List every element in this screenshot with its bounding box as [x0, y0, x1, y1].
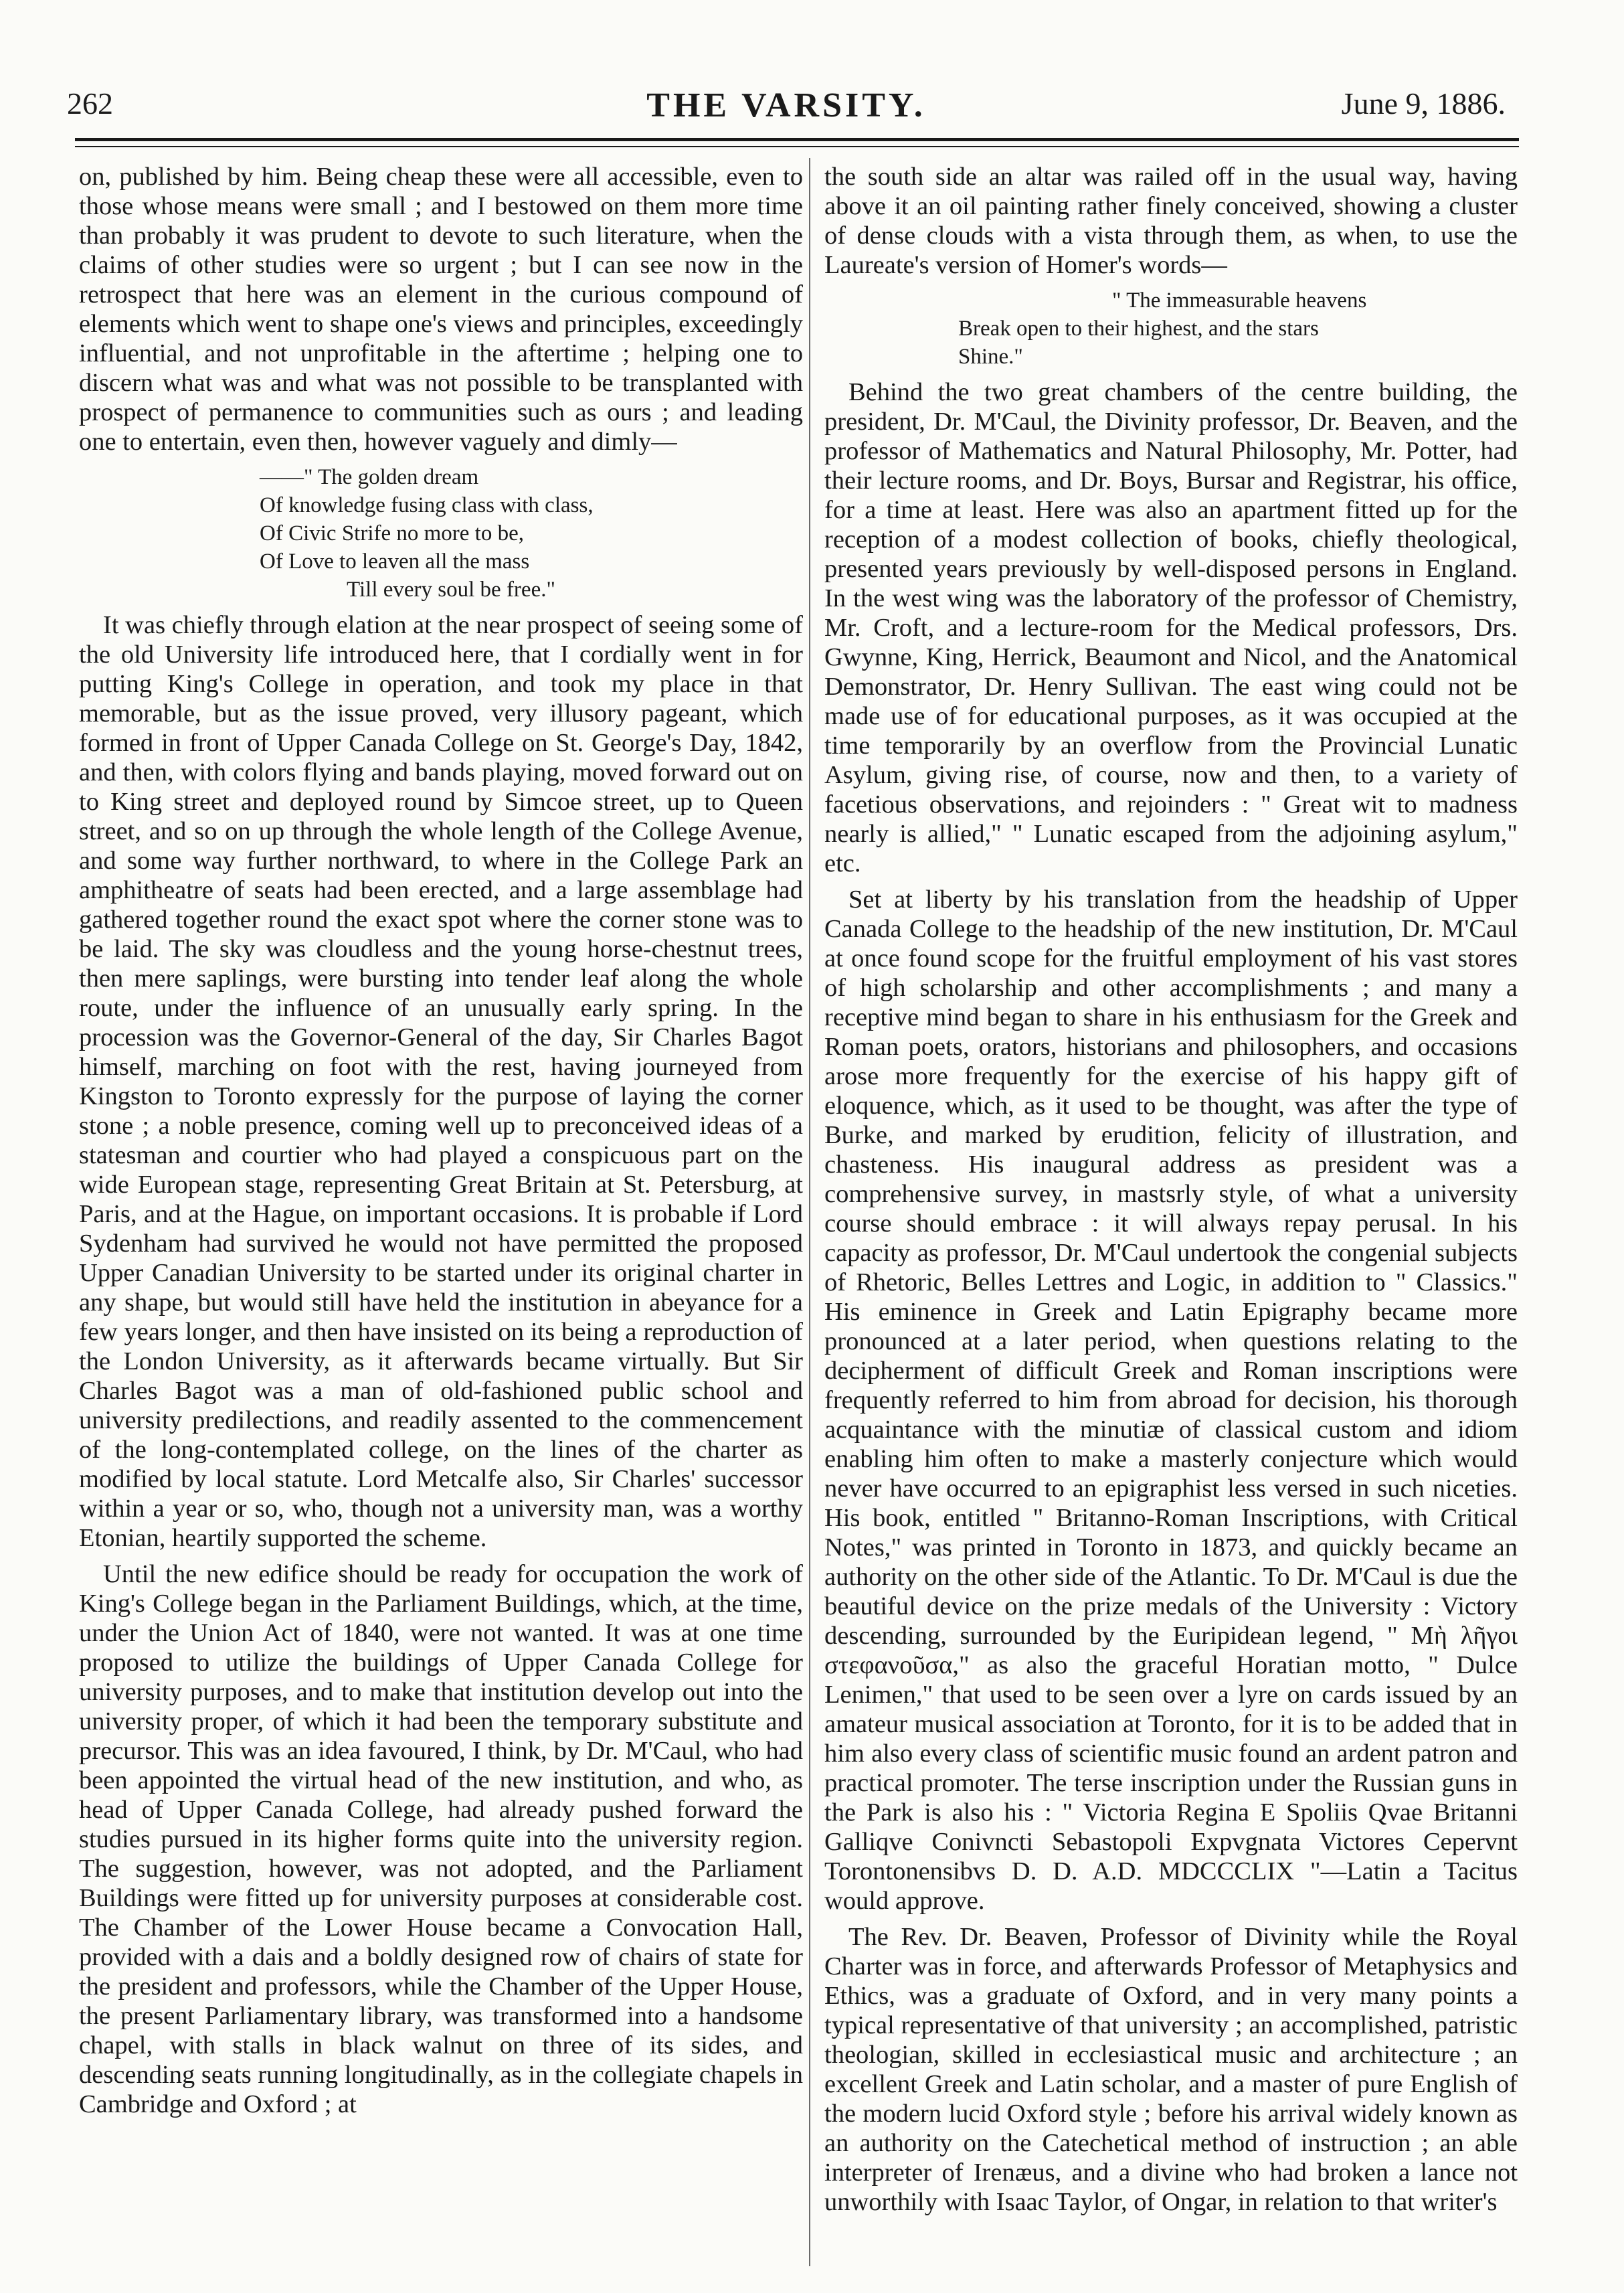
journal-title: THE VARSITY. [646, 86, 926, 124]
verse-quotation [79, 463, 803, 604]
header-rule-thin [75, 146, 1519, 147]
verse-line: Of Civic Strife no more to be, [260, 521, 525, 545]
page-header [67, 86, 1506, 139]
verse-line: Shine." [958, 345, 1023, 369]
verse-quotation [824, 286, 1518, 371]
left-column [79, 162, 803, 2119]
paragraph: It was chiefly through elation at the near prospect of seeing some of the old University life introduced here, that I cordially went in for putting King's College in operation, and took my place in that memorable, but as the issue proved, very illusory pageant, which formed in front of Upper Canada College on St. George's Day, 1842, and then, with colors flying and bands playing, moved forward out on to King street and deployed round by Simcoe street, up to Queen street, and so on up through the whole length of the College Avenue, and some way further northward, to where in the College Park an amphitheatre of seats had been erected, and a large assemblage had gathered together round the exact spot where the corner stone was to be laid. The sky was cloudless and the young horse-chestnut trees, then mere saplings, were bursting into tender leaf along the whole route, under the influence of an unusually early spring. In the procession was the Governor-General of the day, Sir Charles Bagot himself, marching on foot with the rest, having journeyed from Kingston to Toronto expressly for the purpose of laying the corner stone ; a noble presence, coming well up to preconceived ideas of a statesman and courtier who had played a conspicuous part on the wide European stage, representing Great Britain at St. Petersburg, at Paris, and at the Hague, on important occasions. It is probable if Lord Sydenham had survived he would not have permitted the proposed Upper Canadian University to be started under its original charter in any shape, but would still have held the institution in abeyance for a few years longer, and then have insisted on its being a reproduction of the London University, as it afterwards became virtually. But Sir Charles Bagot was a man of old-fashioned public school and university predilections, and readily assented to the commencement of the long-contemplated college, on the lines of the charter as modified by local statute. Lord Metcalfe also, Sir Charles' successor within a year or so, who, though not a university man, was a worthy Etonian, heartily supported the scheme. [79, 611, 803, 1552]
right-column [824, 162, 1518, 2217]
verse-line: Of Love to leaven all the mass [260, 549, 530, 574]
verse-line: " The immeasurable heavens [1112, 288, 1367, 313]
verse-line: Of knowledge fusing class with class, [260, 493, 594, 517]
verse-line: ——" The golden dream [260, 465, 479, 489]
verse-line: Break open to their highest, and the stars [958, 317, 1319, 341]
paragraph: The Rev. Dr. Beaven, Professor of Divinity while the Royal Charter was in force, and afterwards Professor of Metaphysics and Ethics, was a graduate of Oxford, and in very many points a typical representative of that university ; an accomplished, patristic theologian, skilled in ecclesiastical music and architecture ; an excellent Greek and Latin scholar, and a master of pure English of the modern lucid Oxford style ; before his arrival widely known as an authority on the Catechetical method of instruction ; an able interpreter of Irenæus, and a divine who had broken a lance not unworthily with Isaac Taylor, of Ongar, in relation to that writer's [824, 1923, 1518, 2216]
header-rule-thick [75, 138, 1519, 141]
page-number: 262 [67, 86, 113, 120]
paragraph: Until the new edifice should be ready for occupation the work of King's College began in the Parliament Buildings, which, at the time, under the Union Act of 1840, were not wanted. It was at one time proposed to utilize the buildings of Upper Canada College for university purposes, and to make that institution develop out into the university proper, of which it had been the temporary substitute and precursor. This was an idea favoured, I think, by Dr. M'Caul, who had been appointed the virtual head of the new institution, and who, as head of Upper Canada College, had already pushed forward the studies pursued in its higher forms quite into the university region. The suggestion, however, was not adopted, and the Parliament Buildings were fitted up for university purposes at considerable cost. The Chamber of the Lower House became a Convocation Hall, provided with a dais and a boldly designed row of chairs of state for the president and professors, while the Chamber of the Upper House, the present Parliamentary library, was transformed into a handsome chapel, with stalls in black walnut on three of its sides, and descending seats running longitudinally, as in the collegiate chapels in Cambridge and Oxford ; at [79, 1560, 803, 2118]
paragraph: Set at liberty by his translation from the headship of Upper Canada College to the headship of the new institution, Dr. M'Caul at once found scope for the fruitful employment of his vast stores of high scholarship and other accomplishments ; and many a receptive mind began to share in his enthusiasm for the Greek and Roman poets, orators, historians and philosophers, and occasions arose more frequently for the exercise of his happy gift of eloquence, which, as it used to be thought, was after the type of Burke, and marked by erudition, felicity of illustration, and chasteness. His inaugural address as president was a comprehensive survey, in mastsrly style, of what a university course should embrace : it will always repay perusal. In his capacity as professor, Dr. M'Caul undertook the congenial subjects of Rhetoric, Belles Lettres and Logic, in addition to " Classics." His eminence in Greek and Latin Epigraphy became more pronounced at a later period, when questions relating to the decipherment of difficult Greek and Roman inscriptions were frequently referred to him from abroad for decision, his thorough acquaintance with the minutiæ of classical custom and idiom enabling him often to make a masterly conjecture which would never have occurred to an epigraphist less versed in such niceties. His book, entitled " Britanno-Roman Inscriptions, with Critical Notes," was printed in Toronto in 1873, and quickly became an authority on the other side of the Atlantic. To Dr. M'Caul is due the beautiful device on the prize medals of the University : Victory descending, surrounded by the Euripidean legend, " Μὴ λῆγοι στεφανοῦσα," as also the graceful Horatian motto, " Dulce Lenimen," that used to be seen over a lyre on cards issued by an amateur musical association at Toronto, for it is to be added that in him also every class of scientific music found an ardent patron and practical promoter. The terse inscription under the Russian guns in the Park is also his : " Victoria Regina E Spoliis Qvae Britanni Galliqve Conivncti Sebastopoli Expvgnata Victores Cepervnt Torontonensibvs D. D. A.D. MDCCCLIX "—Latin a Tacitus would approve. [824, 885, 1518, 1915]
issue-date: June 9, 1886. [1341, 86, 1506, 120]
verse-line: Till every soul be free." [347, 578, 555, 602]
paragraph: on, published by him. Being cheap these were all accessible, even to those whose means were small ; and I bestowed on them more time than probably it was prudent to devote to such literature, when the claims of other studies were so urgent ; but I can see now in the retrospect that here was an element in the curious compound of elements which went to shape one's views and principles, exceedingly influential, and not unprofitable in the aftertime ; helping one to discern what was and what was not possible to be transplanted with prospect of permanence to communities such as ours ; and leading one to entertain, even then, however vaguely and dimly— [79, 163, 803, 456]
column-divider [809, 158, 810, 2266]
paragraph: the south side an altar was railed off in the usual way, having above it an oil painting rather finely conceived, showing a cluster of dense clouds with a vista through them, as when, to use the Laureate's version of Homer's words— [824, 163, 1518, 279]
paragraph: Behind the two great chambers of the centre building, the president, Dr. M'Caul, the Divinity professor, Dr. Beaven, and the professor of Mathematics and Natural Philosophy, Mr. Potter, had their lecture rooms, and Dr. Boys, Bursar and Registrar, his office, for a time at least. Here was also an apartment fitted up for the reception of a modest collection of books, chiefly theological, presented years previously by well-disposed persons in England. In the west wing was the laboratory of the professor of Chemistry, Mr. Croft, and a lecture-room for the Medical professors, Drs. Gwynne, King, Herrick, Beaumont and Nicol, and the Anatomical Demonstrator, Dr. Henry Sullivan. The east wing could not be made use of for educational purposes, as it was occupied at the time temporarily by an overflow from the Provincial Lunatic Asylum, giving rise, of course, now and then, to a variety of facetious observations, and rejoinders : " Great wit to madness nearly is allied," " Lunatic escaped from the adjoining asylum," etc. [824, 378, 1518, 877]
